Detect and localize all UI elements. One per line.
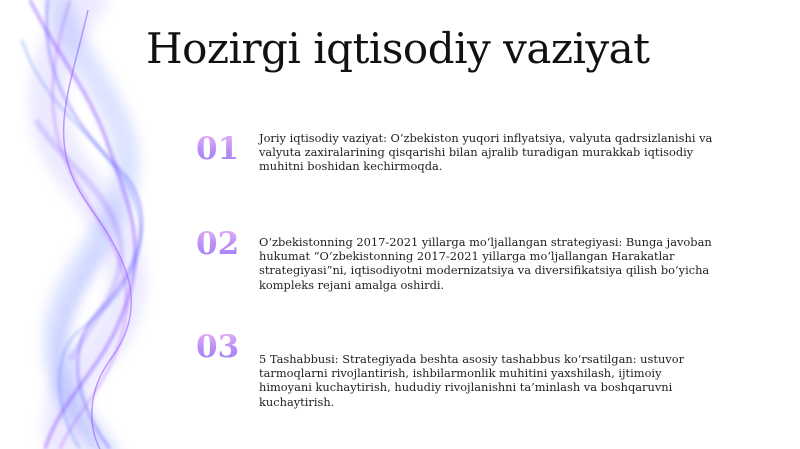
slide-title: Hozirgi iqtisodiy vaziyat bbox=[146, 24, 650, 73]
item-number: 02 bbox=[196, 226, 256, 262]
item-number: 01 bbox=[196, 131, 256, 167]
item-text: Joriy iqtisodiy vaziyat: O‘zbekiston yuqori inflyatsiya, valyuta qadrsizlanishi va valyuta zaxiralarining qisqarishi bilan ajralib turadigan murakkab iqtisodiy muhitni boshidan kechirmoqda. bbox=[259, 131, 713, 174]
item-number: 03 bbox=[196, 329, 256, 365]
item-text: O‘zbekistonning 2017-2021 yillarga mo‘ljallangan strategiyasi: Bunga javoban hukumat “O‘zbekistonning 2017-2021 yillarga mo‘ljallangan Harakatlar strategiyasi”ni, iqtisodiyotni modernizatsiya va diversifikatsiya qilish bo‘yicha kompleks rejani amalga oshirdi. bbox=[259, 235, 712, 292]
item-text: 5 Tashabbusi: Strategiyada beshta asosiy tashabbus ko‘rsatilgan: ustuvor tarmoqlarni rivojlantirish, ishbilarmonlik muhitini yaxshilash, ijtimoiy himoyani kuchaytirish, hududiy rivojlanishni ta’minlash va boshqaruvni kuchaytirish. bbox=[259, 352, 685, 409]
